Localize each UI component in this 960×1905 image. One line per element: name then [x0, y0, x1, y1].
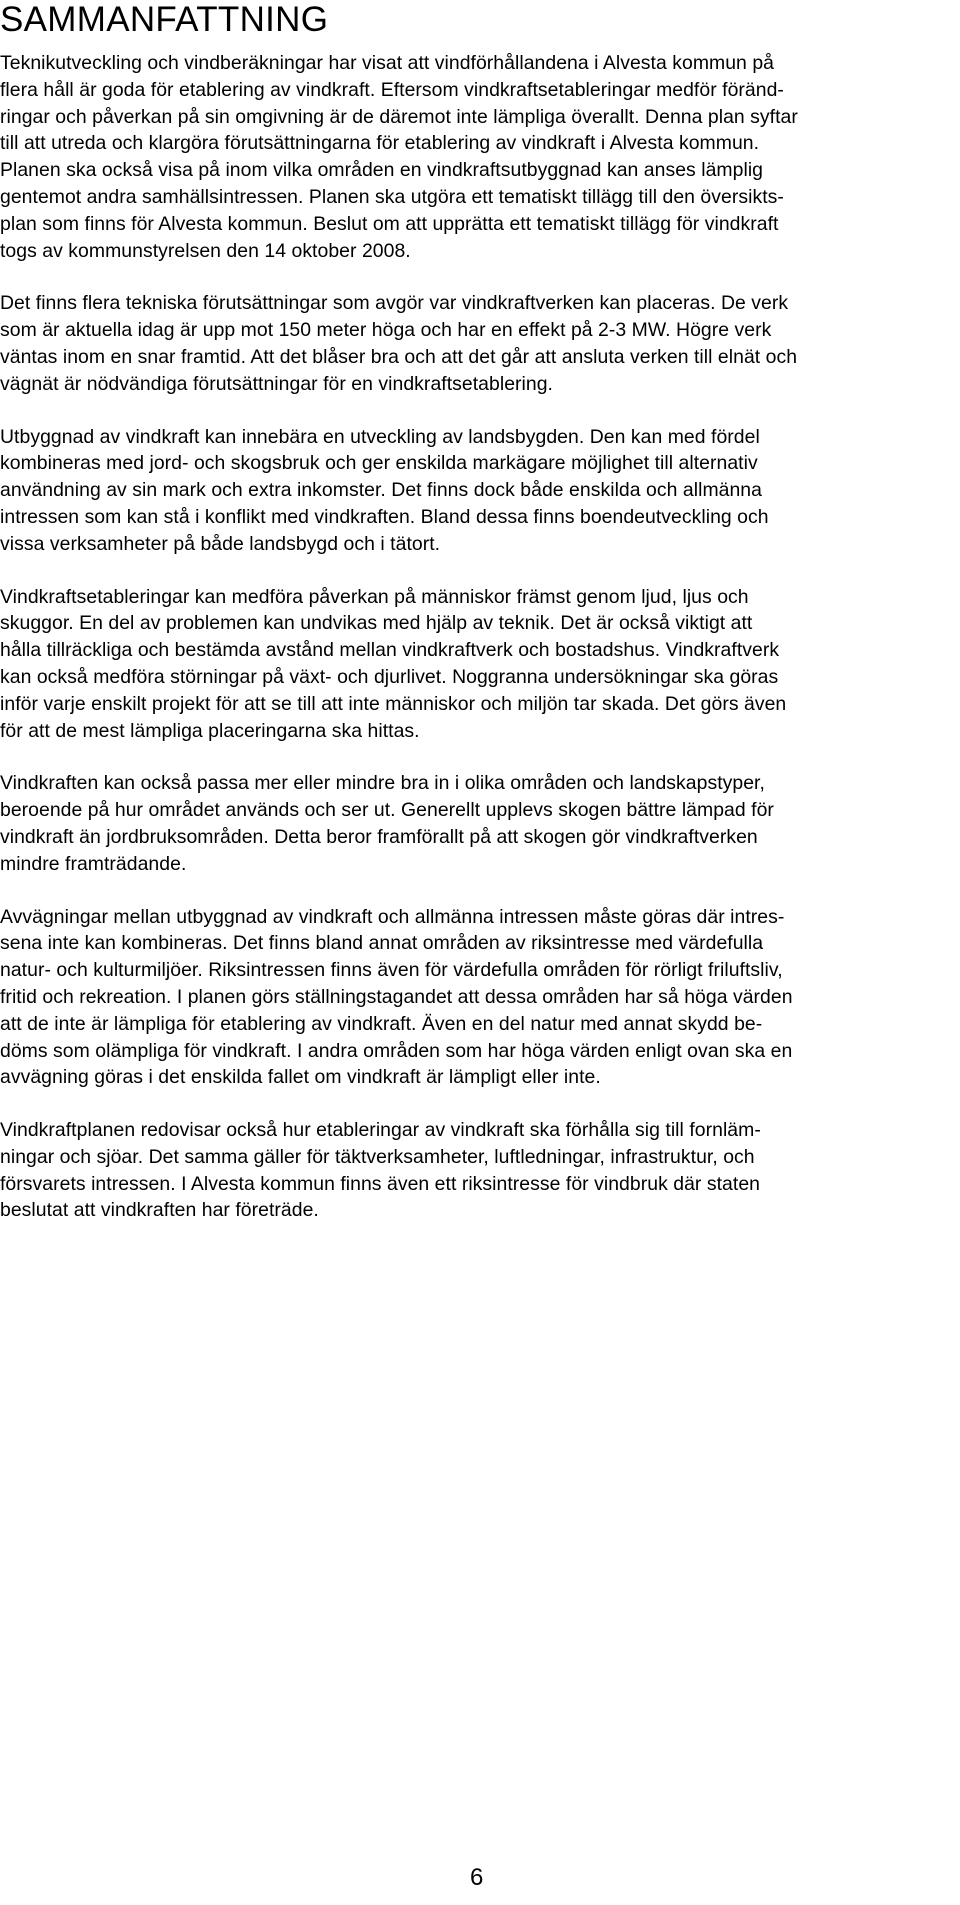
text-line: Vindkraften kan också passa mer eller mindre bra in i olika områden och landskapstyper, [0, 772, 765, 795]
text-line: hålla tillräckliga och bestämda avstånd mellan vindkraftverk och bostadshus. Vindkraftverk [0, 639, 780, 662]
text-line: för att de mest lämpliga placeringarna ska hittas. [0, 719, 420, 742]
text-line: Avvägningar mellan utbyggnad av vindkraft och allmänna intressen måste göras där intres- [0, 905, 785, 928]
paragraph [0, 1117, 960, 1224]
text-line: plan som finns för Alvesta kommun. Beslut om att upprätta ett tematiskt tillägg för vindkraft [0, 212, 779, 235]
text-line: vägnät är nödvändiga förutsättningar för en vindkraftsetablering. [0, 372, 553, 395]
text-line: sena inte kan kombineras. Det finns bland annat områden av riksintresse med värdefulla [0, 932, 764, 955]
text-line: Teknikutveckling och vindberäkningar har visat att vindförhållandena i Alvesta kommun på [0, 52, 774, 74]
text-line: skuggor. En del av problemen kan undvikas med hjälp av teknik. Det är också viktigt att [0, 612, 753, 635]
paragraph [0, 290, 960, 397]
page-title: SAMMANFATTNING [0, 0, 329, 39]
text-line: Det finns flera tekniska förutsättningar som avgör var vindkraftverken kan placeras. De verk [0, 292, 789, 315]
text-line: till att utreda och klargöra förutsättningarna för etablering av vindkraft i Alvesta kommun. [0, 132, 760, 155]
text-line: gentemot andra samhällsintressen. Planen ska utgöra ett tematiskt tillägg till den översikts- [0, 185, 784, 208]
page-number: 6 [470, 1864, 484, 1891]
text-line: som är aktuella idag är upp mot 150 meter höga och har en effekt på 2-3 MW. Högre verk [0, 319, 772, 342]
paragraph [0, 584, 960, 745]
text-line: inför varje enskilt projekt för att se till att inte människor och miljön tar skada. Det görs även [0, 692, 787, 715]
text-line: beslutat att vindkraften har företräde. [0, 1199, 319, 1222]
text-line: användning av sin mark och extra inkomster. Det finns dock både enskilda och allmänna [0, 479, 762, 502]
text-line: Vindkraftsetableringar kan medföra påverkan på människor främst genom ljud, ljus och [0, 585, 749, 608]
text-line: togs av kommunstyrelsen den 14 oktober 2008. [0, 239, 411, 262]
text-line: Vindkraftplanen redovisar också hur etableringar av vindkraft ska förhålla sig till fornläm- [0, 1119, 761, 1142]
text-line: flera håll är goda för etablering av vindkraft. Eftersom vindkraftsetableringar medför föränd- [0, 78, 784, 101]
text-line: döms som olämpliga för vindkraft. I andra områden som har höga värden enligt ovan ska en [0, 1039, 793, 1062]
text-line: ringar och påverkan på sin omgivning är de däremot inte lämpliga överallt. Denna plan syftar [0, 105, 798, 128]
text-line: väntas inom en snar framtid. Att det blåser bra och att det går att ansluta verken till elnät och [0, 345, 798, 368]
text-line: vissa verksamheter på både landsbygd och i tätort. [0, 532, 441, 555]
text-line: intressen som kan stå i konflikt med vindkraften. Bland dessa finns boendeutveckling och [0, 505, 769, 528]
text-line: försvarets intressen. I Alvesta kommun finns även ett riksintresse för vindbruk där staten [0, 1172, 760, 1195]
text-line: kombineras med jord- och skogsbruk och ger enskilda markägare möjlighet till alternativ [0, 452, 758, 475]
paragraph [0, 770, 960, 877]
text-line: vindkraft än jordbruksområden. Detta beror framförallt på att skogen gör vindkraftverken [0, 825, 758, 848]
text-line: ningar och sjöar. Det samma gäller för täktverksamheter, luftledningar, infrastruktur, och [0, 1145, 755, 1168]
paragraph [0, 904, 960, 1092]
text-line: att de inte är lämpliga för etablering av vindkraft. Även en del natur med annat skydd be- [0, 1012, 763, 1035]
paragraph [0, 50, 960, 264]
text-line: mindre framträdande. [0, 852, 187, 875]
text-line: beroende på hur området används och ser ut. Generellt upplevs skogen bättre lämpad för [0, 799, 774, 822]
summary-body [0, 50, 960, 1250]
text-line: avvägning göras i det enskilda fallet om vindkraft är lämpligt eller inte. [0, 1066, 601, 1089]
paragraph [0, 424, 960, 558]
text-line: fritid och rekreation. I planen görs ställningstagandet att dessa områden har så höga värden [0, 985, 793, 1008]
text-line: Utbyggnad av vindkraft kan innebära en utveckling av landsbygden. Den kan med fördel [0, 425, 760, 448]
text-line: Planen ska också visa på inom vilka områden en vindkraftsutbyggnad kan anses lämplig [0, 159, 764, 182]
text-line: natur- och kulturmiljöer. Riksintressen finns även för värdefulla områden för rörligt friluftsliv, [0, 959, 783, 982]
text-line: kan också medföra störningar på växt- och djurlivet. Noggranna undersökningar ska göras [0, 665, 779, 688]
